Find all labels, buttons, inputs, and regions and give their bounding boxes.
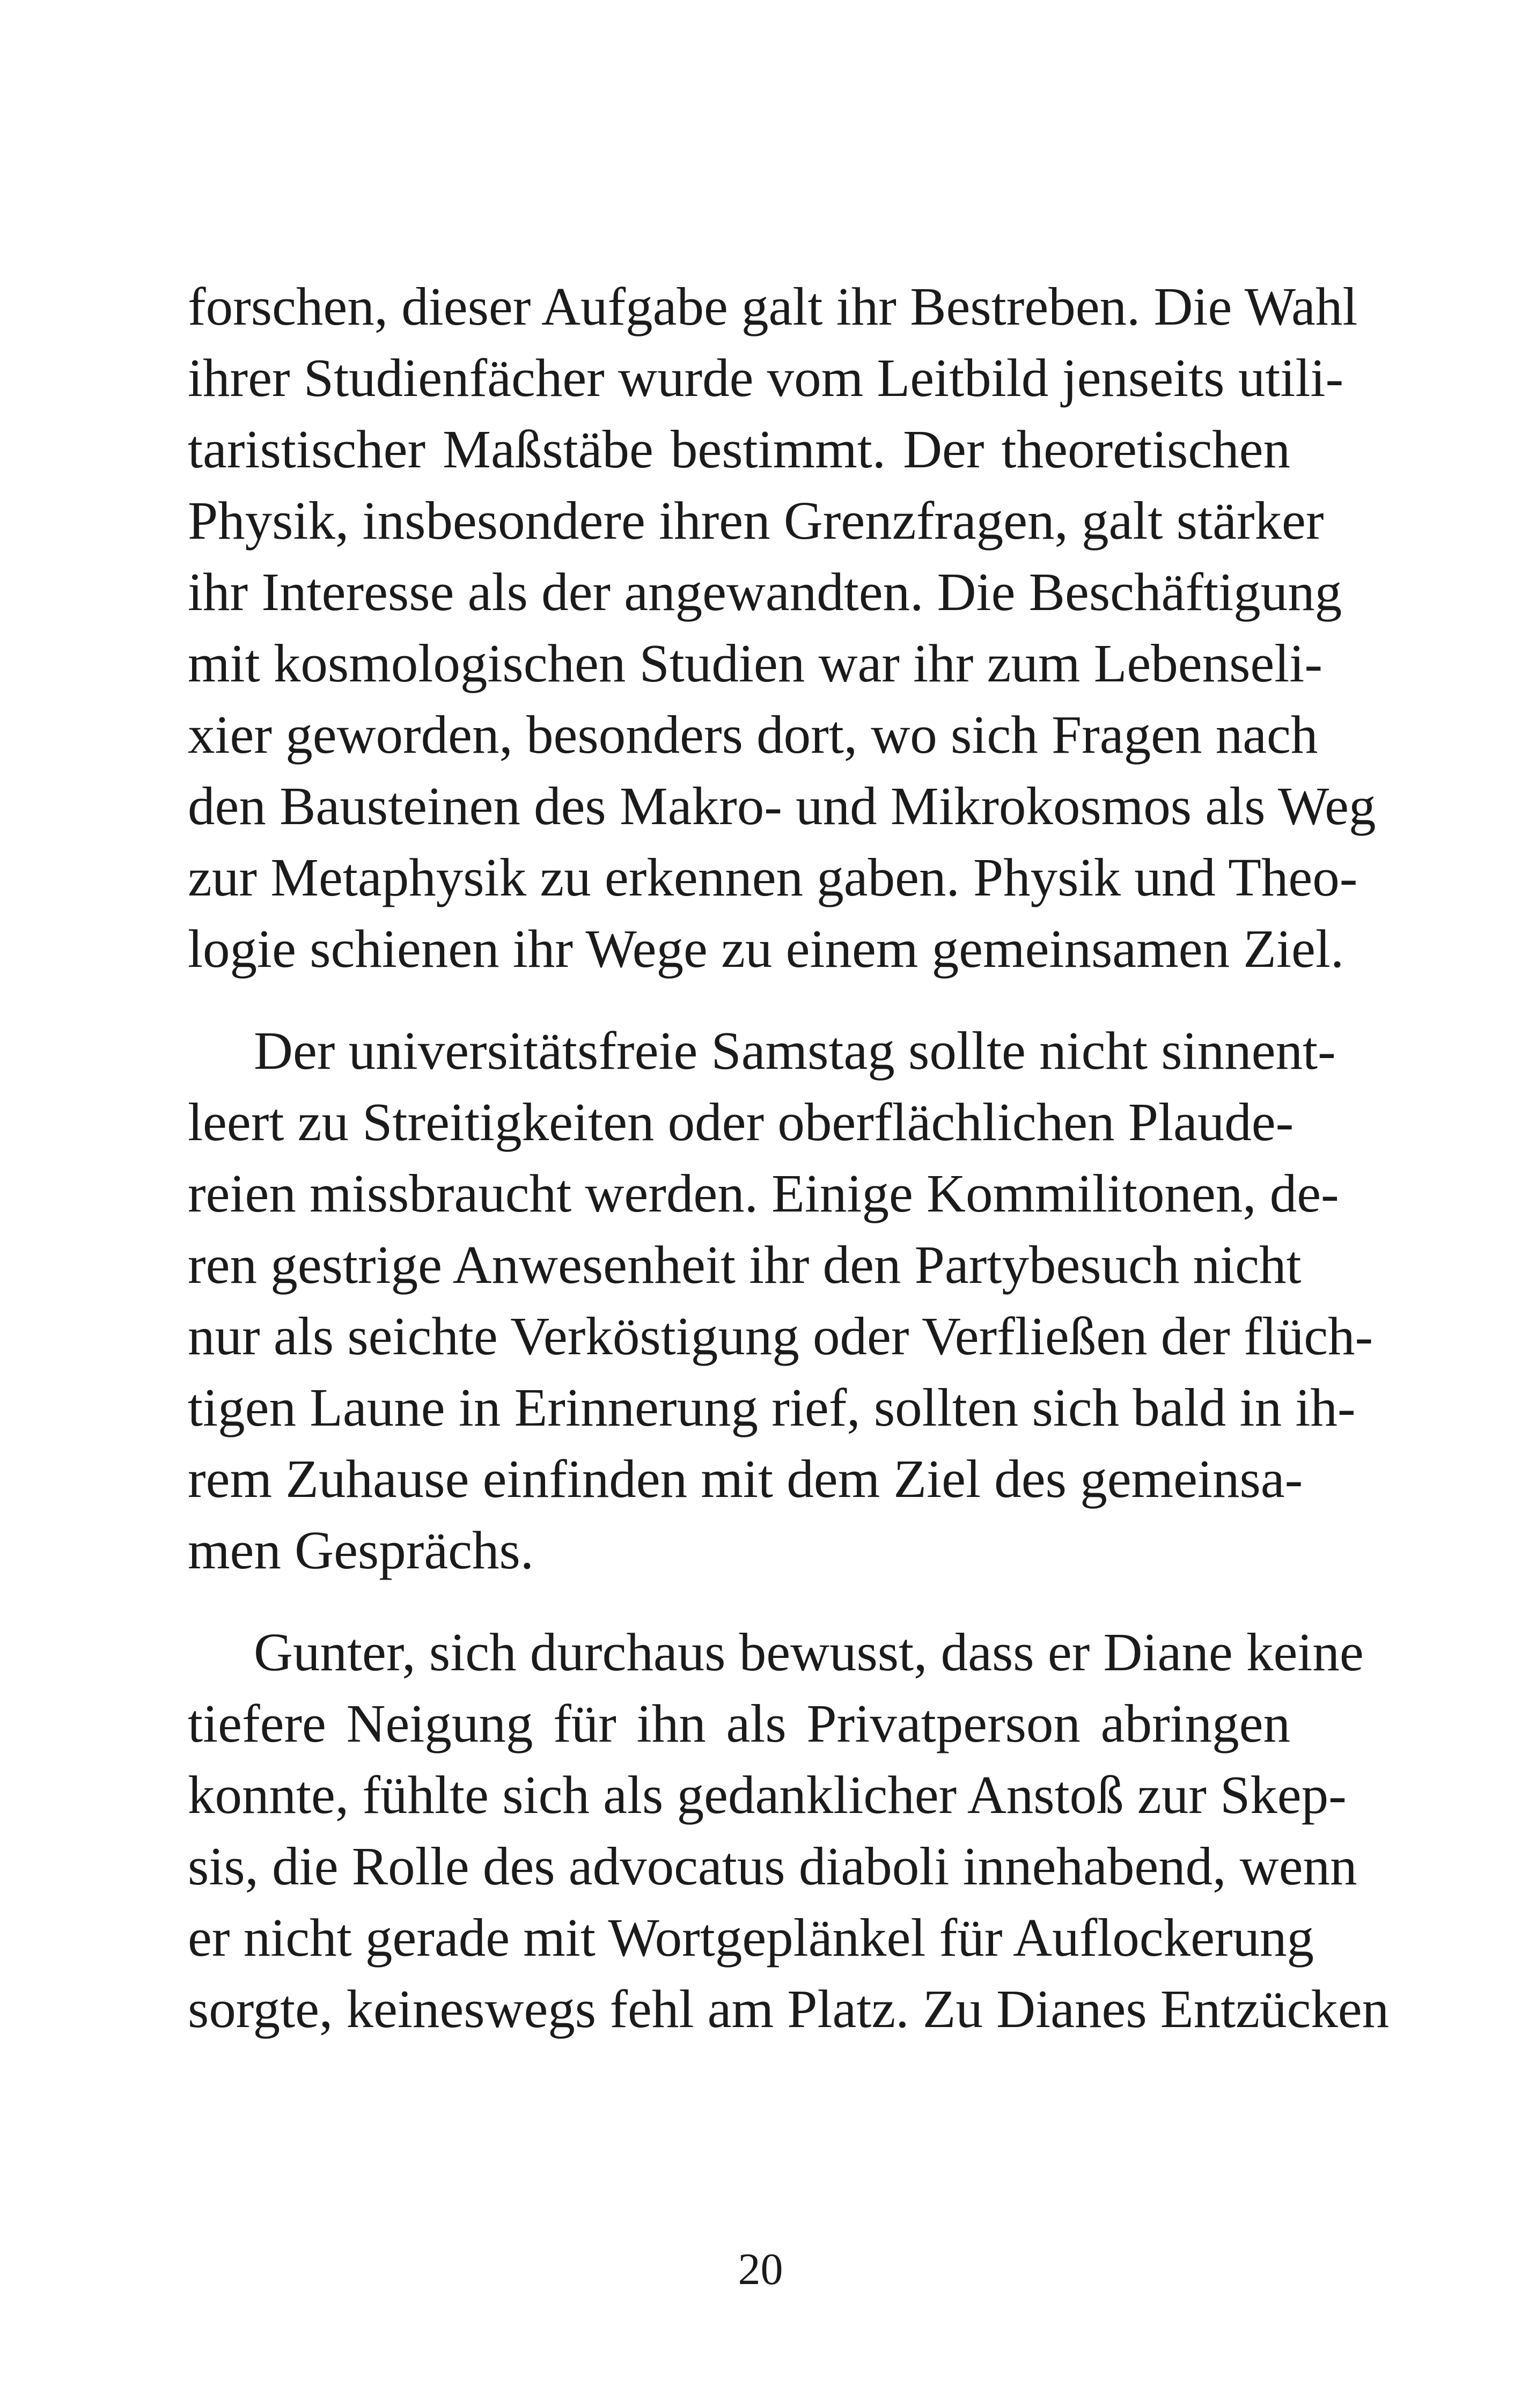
text-line: tiefere Neigung für ihn als Privatperson abringen [188,1693,1290,1753]
page-number: 20 [738,2244,783,2294]
text-line: sorgte, keineswegs fehl am Platz. Zu Dianes Entzücken [188,1979,1390,2039]
text-line: rem Zuhause einfinden mit dem Ziel des gemeinsa- [188,1449,1303,1509]
text-line: taristischer Maßstäbe bestimmt. Der theoretischen [188,419,1290,479]
text-line: sis, die Rolle des advocatus diaboli innehabend, wenn [188,1836,1357,1896]
text-line: den Bausteinen des Makro- und Mikrokosmos als Weg [188,776,1376,836]
text-line: tigen Laune in Erinnerung rief, sollten sich bald in ih- [188,1377,1356,1437]
paragraph-3 [188,1617,1390,2045]
text-line: er nicht gerade mit Wortgeplänkel für Auflockerung [188,1907,1314,1967]
text-line: forschen, dieser Aufgabe galt ihr Bestreben. Die Wahl [188,276,1358,336]
text-line: ihrer Studienfächer wurde vom Leitbild jenseits utili- [188,348,1344,408]
text-line: logie schienen ihr Wege zu einem gemeinsamen Ziel. [188,919,1344,979]
body-text [188,271,1390,2045]
text-line: mit kosmologischen Studien war ihr zum Lebenseli- [188,633,1322,693]
text-line: konnte, fühlte sich als gedanklicher Anstoß zur Skep- [188,1765,1347,1825]
text-line: nur als seichte Verköstigung oder Verfließen der flüch- [188,1306,1373,1366]
text-line: ihr Interesse als der angewandten. Die Beschäftigung [188,562,1342,622]
text-line: xier geworden, besonders dort, wo sich Fragen nach [188,704,1318,765]
text-line: zur Metaphysik zu erkennen gaben. Physik und Theo- [188,847,1358,907]
paragraph-2 [188,1015,1373,1586]
text-line: men Gesprächs. [188,1520,534,1580]
text-line: Der universitätsfreie Samstag sollte nicht sinnent- [254,1021,1336,1081]
text-line: reien missbraucht werden. Einige Kommilitonen, de- [188,1163,1339,1223]
text-line: Gunter, sich durchaus bewusst, dass er Diane keine [254,1622,1364,1682]
text-line: Physik, insbesondere ihren Grenzfragen, galt stärker [188,490,1324,550]
text-line: ren gestrige Anwesenheit ihr den Partybesuch nicht [188,1235,1302,1295]
text-line: leert zu Streitigkeiten oder oberflächlichen Plaude- [188,1092,1294,1152]
paragraph-1 [188,271,1376,985]
